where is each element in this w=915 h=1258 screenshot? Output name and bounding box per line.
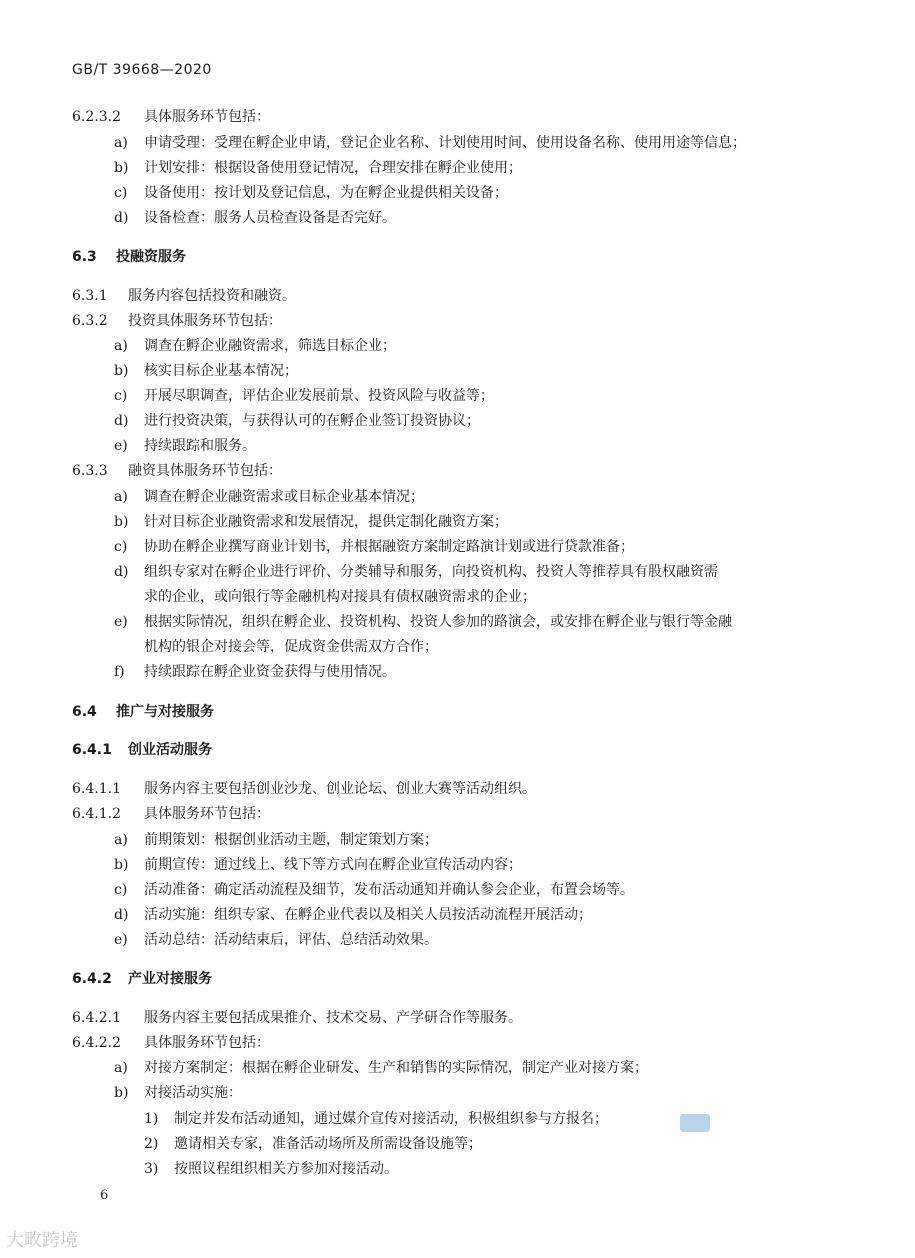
clause-line-6-4-1 [72, 741, 212, 759]
clause-number: d) [114, 907, 129, 923]
clause-text: 核实目标企业基本情况； [144, 363, 298, 379]
clause-text: 服务内容主要包括成果推介、技术交易、产学研合作等服务。 [144, 1010, 522, 1026]
clause-line-b3 [114, 513, 508, 531]
clause-text: 制定并发布活动通知，通过媒介宣传对接活动，积极组织参与方报名； [174, 1111, 608, 1127]
clause-number: c) [114, 539, 128, 555]
clause-line-6-4-2 [72, 970, 212, 988]
clause-line-b2 [114, 362, 298, 380]
clause-text: 设备使用：按计划及登记信息，为在孵企业提供相关设备； [144, 185, 508, 201]
clause-text: 对接活动实施： [144, 1085, 242, 1101]
clause-number: b) [114, 160, 129, 176]
clause-line-b1 [114, 159, 522, 177]
clause-number: 6.4.2.2 [72, 1035, 121, 1051]
clause-text: 服务内容包括投资和融资。 [128, 288, 296, 304]
clause-text: 活动准备：确定活动流程及细节，发布活动通知并确认参会企业，布置会场等。 [144, 882, 634, 898]
clause-text: 根据实际情况，组织在孵企业、投资机构、投资人参加的路演会，或安排在孵企业与银行等金融 [144, 614, 732, 630]
clause-number: 6.2.3.2 [72, 109, 121, 125]
clause-number: a) [114, 489, 128, 505]
clause-line-a4 [114, 831, 438, 849]
clause-number: d) [114, 564, 129, 580]
clause-text: 创业活动服务 [128, 742, 212, 758]
clause-number: e) [114, 614, 128, 630]
clause-line-a3 [114, 488, 424, 506]
clause-number: a) [114, 135, 128, 151]
stamp-logo [680, 1114, 710, 1132]
clause-line-6-3-2 [72, 312, 282, 330]
clause-number: a) [114, 338, 128, 354]
clause-number: e) [114, 932, 128, 948]
clause-text: 调查在孵企业融资需求或目标企业基本情况； [144, 489, 424, 505]
clause-text: 计划安排：根据设备使用登记情况，合理安排在孵企业使用； [144, 160, 522, 176]
clause-number: 6.3.2 [72, 313, 108, 329]
clause-line-6-4 [72, 703, 214, 721]
clause-number: a) [114, 1060, 128, 1076]
clause-number: f) [114, 664, 125, 680]
clause-number: 6.3.1 [72, 288, 108, 304]
clause-text: 持续跟踪在孵企业资金获得与使用情况。 [144, 664, 396, 680]
clause-text: 具体服务环节包括： [144, 109, 270, 125]
clause-line-e3b [144, 638, 438, 656]
clause-text: 活动实施：组织专家、在孵企业代表以及相关人员按活动流程开展活动； [144, 907, 592, 923]
clause-line-a5 [114, 1059, 648, 1077]
clause-line-6-3-3 [72, 462, 282, 480]
clause-number: c) [114, 185, 128, 201]
clause-text: 设备检查：服务人员检查设备是否完好。 [144, 210, 396, 226]
clause-line-d3b [144, 588, 536, 606]
clause-number: 1) [144, 1111, 159, 1127]
clause-text: 前期宣传：通过线上、线下等方式向在孵企业宣传活动内容； [144, 857, 522, 873]
clause-text: 协助在孵企业撰写商业计划书，并根据融资方案制定路演计划或进行贷款准备； [144, 539, 634, 555]
clause-text: 申请受理：受理在孵企业申请，登记企业名称、计划使用时间、使用设备名称、使用用途等信息； [144, 135, 746, 151]
clause-line-d1 [114, 209, 396, 227]
clause-line-6-4-1-1 [72, 780, 536, 798]
clause-number: 6.4.2.1 [72, 1010, 121, 1026]
clause-line-b4 [114, 856, 522, 874]
clause-text: 前期策划：根据创业活动主题，制定策划方案； [144, 832, 438, 848]
clause-text: 机构的银企对接会等，促成资金供需双方合作； [144, 639, 438, 655]
clause-line-b5-3 [144, 1160, 398, 1178]
clause-number: 6.4.1.2 [72, 806, 121, 822]
clause-line-e3 [114, 613, 732, 631]
clause-text: 针对目标企业融资需求和发展情况，提供定制化融资方案； [144, 514, 508, 530]
clause-line-c3 [114, 538, 634, 556]
document-code-header: GB/T 39668—2020 [72, 62, 212, 78]
clause-text: 投融资服务 [116, 249, 186, 265]
clause-text: 组织专家对在孵企业进行评价、分类辅导和服务，向投资机构、投资人等推荐具有股权融资需 [144, 564, 718, 580]
clause-number: 3) [144, 1161, 159, 1177]
clause-line-c4 [114, 881, 634, 899]
clause-line-d3 [114, 563, 718, 581]
clause-line-6-2-3-2 [72, 108, 270, 126]
clause-number: 6.4.2 [72, 971, 112, 987]
clause-text: 投资具体服务环节包括： [128, 313, 282, 329]
clause-text: 按照议程组织相关方参加对接活动。 [174, 1161, 398, 1177]
clause-number: d) [114, 413, 129, 429]
clause-text: 具体服务环节包括： [144, 1035, 270, 1051]
clause-number: d) [114, 210, 129, 226]
clause-text: 产业对接服务 [128, 971, 212, 987]
clause-text: 求的企业，或向银行等金融机构对接具有债权融资需求的企业； [144, 589, 536, 605]
clause-number: b) [114, 857, 129, 873]
clause-text: 持续跟踪和服务。 [144, 438, 256, 454]
clause-number: 6.4.1.1 [72, 781, 121, 797]
clause-line-6-4-2-2 [72, 1034, 270, 1052]
clause-text: 进行投资决策，与获得认可的在孵企业签订投资协议； [144, 413, 480, 429]
clause-number: c) [114, 388, 128, 404]
clause-text: 融资具体服务环节包括： [128, 463, 282, 479]
clause-number: c) [114, 882, 128, 898]
clause-text: 对接方案制定：根据在孵企业研发、生产和销售的实际情况，制定产业对接方案； [144, 1060, 648, 1076]
clause-line-c1 [114, 184, 508, 202]
clause-number: e) [114, 438, 128, 454]
clause-line-6-3 [72, 248, 186, 266]
clause-number: 6.4.1 [72, 742, 112, 758]
clause-line-b5-1 [144, 1110, 608, 1128]
page-number: 6 [100, 1188, 109, 1203]
clause-number: 2) [144, 1136, 159, 1152]
clause-line-6-3-1 [72, 287, 296, 305]
clause-line-d4 [114, 906, 592, 924]
clause-line-c2 [114, 387, 494, 405]
clause-line-e4 [114, 931, 438, 949]
clause-line-b5-2 [144, 1135, 482, 1153]
clause-text: 调查在孵企业融资需求，筛选目标企业； [144, 338, 396, 354]
clause-text: 服务内容主要包括创业沙龙、创业论坛、创业大赛等活动组织。 [144, 781, 536, 797]
clause-number: b) [114, 514, 129, 530]
clause-number: 6.4 [72, 704, 97, 720]
clause-line-e2 [114, 437, 256, 455]
clause-number: a) [114, 832, 128, 848]
clause-text: 活动总结：活动结束后，评估、总结活动效果。 [144, 932, 438, 948]
clause-number: b) [114, 1085, 129, 1101]
clause-text: 开展尽职调查，评估企业发展前景、投资风险与收益等； [144, 388, 494, 404]
clause-number: b) [114, 363, 129, 379]
clause-line-f3 [114, 663, 396, 681]
clause-number: 6.3 [72, 249, 97, 265]
clause-text: 邀请相关专家，准备活动场所及所需设备设施等； [174, 1136, 482, 1152]
clause-text: 具体服务环节包括： [144, 806, 270, 822]
clause-line-6-4-1-2 [72, 805, 270, 823]
clause-line-6-4-2-1 [72, 1009, 522, 1027]
clause-line-a1 [114, 134, 746, 152]
clause-line-d2 [114, 412, 480, 430]
watermark-logo: 大畋跨境 [6, 1230, 78, 1251]
clause-line-b5 [114, 1084, 242, 1102]
clause-number: 6.3.3 [72, 463, 108, 479]
clause-line-a2 [114, 337, 396, 355]
clause-text: 推广与对接服务 [116, 704, 214, 720]
